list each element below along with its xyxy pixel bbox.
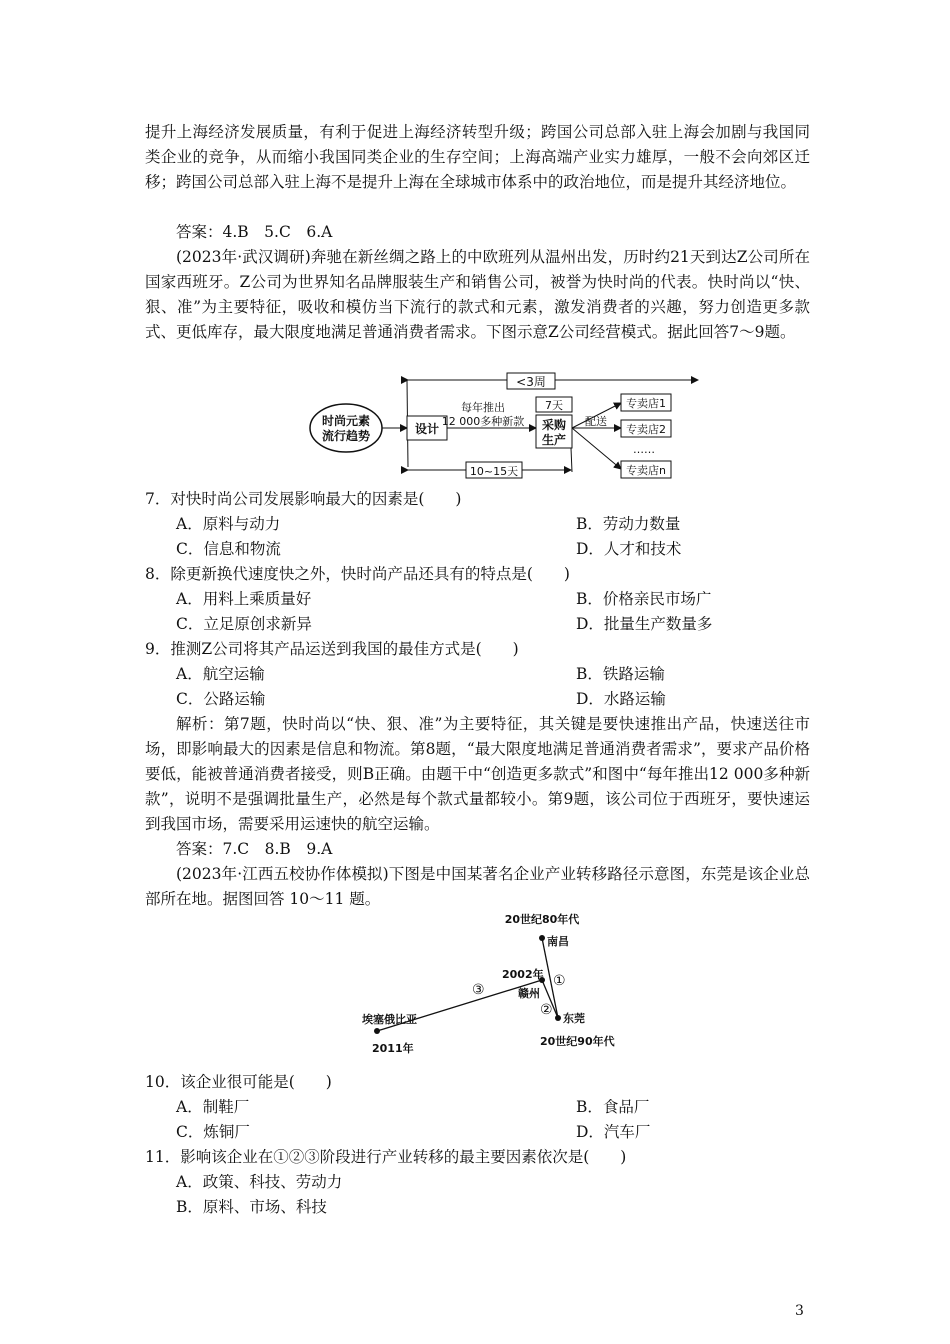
ethiopia-point [374, 1028, 380, 1034]
trend-ellipse [310, 404, 382, 452]
q9-option-c: C．公路运输 [176, 690, 266, 708]
q7-option-c: C．信息和物流 [176, 540, 281, 558]
page-number: 3 [795, 1303, 804, 1319]
stage-2-marker: ② [540, 1002, 553, 1018]
q10-option-a: A．制鞋厂 [176, 1098, 250, 1116]
q7-option-b: B．劳动力数量 [576, 515, 681, 533]
q8-option-d: D．批量生产数量多 [576, 615, 713, 633]
nanchang-era-label: 20世纪80年代 [504, 913, 580, 926]
q9-option-b: B．铁路运输 [576, 665, 665, 683]
q8-option-c: C．立足原创求新异 [176, 615, 312, 633]
business-model-diagram [300, 372, 700, 484]
nanchang-label: 南昌 [547, 935, 569, 948]
analysis-7-9: 解析：第7题，快时尚以“快、狠、准”为主要特征，其关键是要快速推出产品，快速送往市场，即影响最大的因素是信息和物流。第8题，“最大限度地满足普通消费者需求”，要求产品价格要低，能被普通消费者接受，则B正确。由题干中“创造更多款式”和图中“每年推出12 000多种新款”，说明不是强调批量生产，必然是每个款式量都较小。第9题，该公司位于西班牙，要快速运到我国市场，需要采用运速快的航空运输。 [145, 715, 810, 833]
q8-option-b: B．价格亲民市场广 [576, 590, 712, 608]
industry-transfer-map [350, 908, 650, 1068]
q9-option-a: A．航空运输 [176, 665, 265, 683]
q11-option-a: A．政策、科技、劳动力 [176, 1173, 343, 1191]
trend-label-1: 时尚元素 [321, 414, 371, 428]
delivery-label: 配送 [585, 415, 607, 428]
q9-stem: 9．推测Z公司将其产品运送到我国的最佳方式是( ) [145, 640, 519, 658]
q11-option-b: B．原料、市场、科技 [176, 1198, 327, 1216]
q8-option-a: A．用料上乘质量好 [176, 590, 312, 608]
stage-1-marker: ① [553, 973, 566, 989]
stage-3-marker: ③ [472, 982, 485, 998]
q10-option-d: D．汽车厂 [576, 1123, 651, 1141]
store-ellipsis: …… [633, 443, 655, 456]
intro-questions-10-11: (2023年·江西五校协作体模拟)下图是中国某著名企业产业转移路径示意图，东莞是该企业总部所在地。据图回答 10～11 题。 [145, 865, 810, 908]
purchase-label-2: 生产 [541, 433, 567, 447]
trend-label-2: 流行趋势 [321, 429, 371, 443]
q7-option-d: D．人才和技术 [576, 540, 682, 558]
answer-7-9: 答案：7.C 8.B 9.A [176, 840, 333, 858]
paragraph-top: 提升上海经济发展质量，有利于促进上海经济转型升级；跨国公司总部入驻上海会加剧与我国同类企业的竞争，从而缩小我国同类企业的生存空间；上海高端产业实力雄厚，一般不会向郊区迁移；跨国公司总部入驻上海不是提升上海在全球城市体系中的政治地位，而是提升其经济地位。 [145, 123, 810, 191]
new-styles-label-1: 每年推出 [461, 401, 505, 414]
intro-questions-7-9: (2023年·武汉调研)奔驰在新丝绸之路上的中欧班列从温州出发，历时约21天到达Z公司所在国家西班牙。Z公司为世界知名品牌服装生产和销售公司，被誉为快时尚的代表。快时尚以“快、狠、准”为主要特征，吸收和模仿当下流行的款式和元素，激发消费者的兴趣，努力创造更多款式、更低库存，最大限度地满足普通消费者需求。下图示意Z公司经营模式。据此回答7～9题。 [145, 248, 810, 341]
year-2002-label: 2002年 [502, 968, 544, 981]
dongguan-label: 东莞 [563, 1012, 585, 1025]
answer-4-6: 答案：4.B 5.C 6.A [176, 223, 333, 241]
q9-option-d: D．水路运输 [576, 690, 666, 708]
q10-option-b: B．食品厂 [576, 1098, 650, 1116]
ethiopia-label: 埃塞俄比亚 [362, 1013, 417, 1026]
ganzhou-label: 赣州 [518, 987, 540, 1000]
top-span-label: <3周 [516, 375, 546, 389]
seven-days-label: 7天 [545, 399, 563, 412]
q10-stem: 10．该企业很可能是( ) [145, 1073, 332, 1091]
q8-stem: 8．除更新换代速度快之外，快时尚产品还具有的特点是( ) [145, 565, 570, 583]
dongguan-era-label: 20世纪90年代 [540, 1035, 615, 1048]
new-styles-label-2: 12 000多种新款 [441, 415, 525, 428]
design-label: 设计 [414, 422, 440, 436]
dongguan-point [555, 1015, 561, 1021]
q10-option-c: C．炼铜厂 [176, 1123, 250, 1141]
store-n-label: 专卖店n [626, 464, 666, 477]
store-1-label: 专卖店1 [626, 397, 666, 410]
q7-option-a: A．原料与动力 [176, 515, 281, 533]
year-2011-label: 2011年 [372, 1042, 414, 1055]
q11-stem: 11．影响该企业在①②③阶段进行产业转移的最主要因素依次是( ) [145, 1148, 627, 1166]
store-2-label: 专卖店2 [626, 423, 666, 436]
bottom-span-label: 10~15天 [469, 465, 519, 478]
nanchang-point [539, 935, 545, 941]
q7-stem: 7．对快时尚公司发展影响最大的因素是( ) [145, 490, 462, 508]
purchase-label-1: 采购 [541, 418, 567, 432]
